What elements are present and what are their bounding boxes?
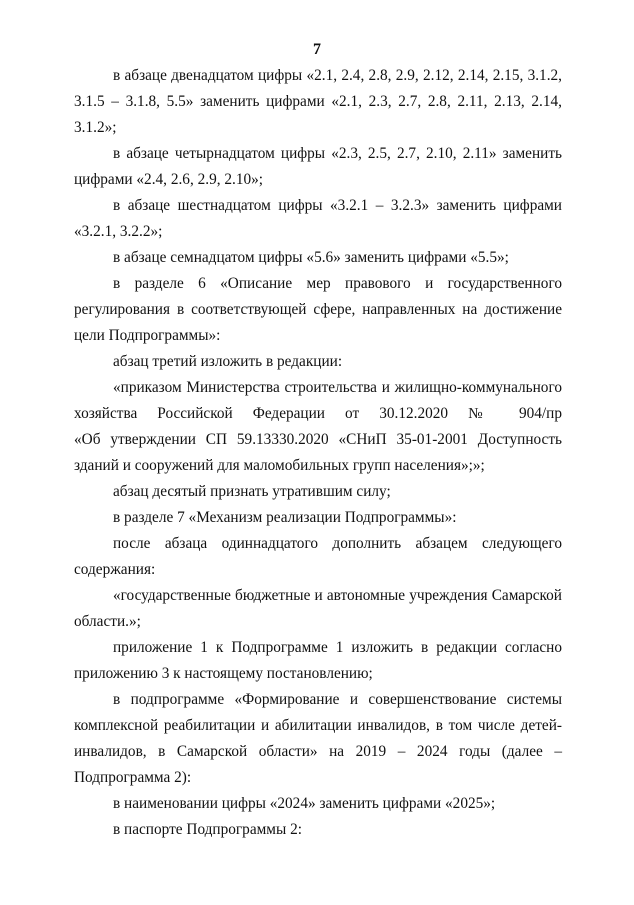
paragraph-line: цели Подпрограммы»: (74, 327, 221, 344)
paragraph-line: содержания: (74, 561, 156, 578)
paragraph (74, 245, 562, 271)
paragraph (74, 479, 562, 505)
paragraph (74, 531, 562, 583)
paragraph-line: в паспорте Подпрограммы 2: (113, 821, 302, 838)
paragraph-line: в абзаце шестнадцатом цифры «3.2.1 – 3.2.3» заменить цифрами (113, 197, 562, 214)
paragraph-line: «3.2.1, 3.2.2»; (74, 223, 163, 240)
paragraph-line: в разделе 7 «Механизм реализации Подпрограммы»: (113, 509, 457, 526)
paragraph-line: «государственные бюджетные и автономные учреждения Самарской (113, 587, 562, 604)
paragraph-line: «приказом Министерства строительства и жилищно-коммунального (113, 379, 562, 396)
paragraph-line: цифрами «2.4, 2.6, 2.9, 2.10»; (74, 171, 264, 188)
paragraph-line: в абзаце семнадцатом цифры «5.6» заменить цифрами «5.5»; (113, 249, 509, 266)
paragraph (74, 505, 562, 531)
paragraph (74, 635, 562, 687)
paragraph (74, 583, 562, 635)
paragraph-line: инвалидов, в Самарской области» на 2019 – 2024 годы (далее – (74, 743, 562, 760)
paragraph (74, 63, 562, 141)
paragraph (74, 349, 562, 375)
paragraph-line: приложение 1 к Подпрограмме 1 изложить в редакции согласно (113, 639, 562, 656)
paragraph-line: в абзаце четырнадцатом цифры «2.3, 2.5, 2.7, 2.10, 2.11» заменить (113, 145, 562, 162)
paragraph-line: «Об утверждении СП 59.13330.2020 «СНиП 35-01-2001 Доступность (74, 431, 562, 448)
paragraph-line: в наименовании цифры «2024» заменить цифрами «2025»; (113, 795, 496, 812)
paragraph-line: регулирования в соответствующей сфере, направленных на достижение (74, 301, 562, 318)
paragraph (74, 193, 562, 245)
paragraph (74, 375, 562, 479)
paragraph-line: в абзаце двенадцатом цифры «2.1, 2.4, 2.8, 2.9, 2.12, 2.14, 2.15, 3.1.2, (113, 67, 562, 84)
paragraph-line: абзац третий изложить в редакции: (113, 353, 343, 370)
paragraph (74, 791, 562, 817)
document-body (74, 63, 562, 843)
paragraph-line: абзац десятый признать утратившим силу; (113, 483, 391, 500)
paragraph-line: хозяйства Российской Федерации от 30.12.2020 № 904/пр (74, 405, 562, 422)
paragraph-line: в разделе 6 «Описание мер правового и государственного (113, 275, 562, 292)
paragraph-line: в подпрограмме «Формирование и совершенствование системы (113, 691, 562, 708)
paragraph-line: 3.1.5 – 3.1.8, 5.5» заменить цифрами «2.1, 2.3, 2.7, 2.8, 2.11, 2.13, 2.14, (74, 93, 562, 110)
paragraph (74, 141, 562, 193)
paragraph-line: комплексной реабилитации и абилитации инвалидов, в том числе детей- (74, 717, 562, 734)
paragraph-line: Подпрограмма 2): (74, 769, 192, 786)
paragraph (74, 687, 562, 791)
paragraph-line: зданий и сооружений для маломобильных групп населения»;»; (74, 457, 485, 474)
paragraph-line: приложению 3 к настоящему постановлению; (74, 665, 373, 682)
paragraph-line: 3.1.2»; (74, 119, 117, 136)
page-number: 7 (313, 41, 321, 58)
paragraph-line: после абзаца одиннадцатого дополнить абзацем следующего (113, 535, 562, 552)
paragraph-line: области.»; (74, 613, 141, 630)
paragraph (74, 817, 562, 843)
paragraph (74, 271, 562, 349)
